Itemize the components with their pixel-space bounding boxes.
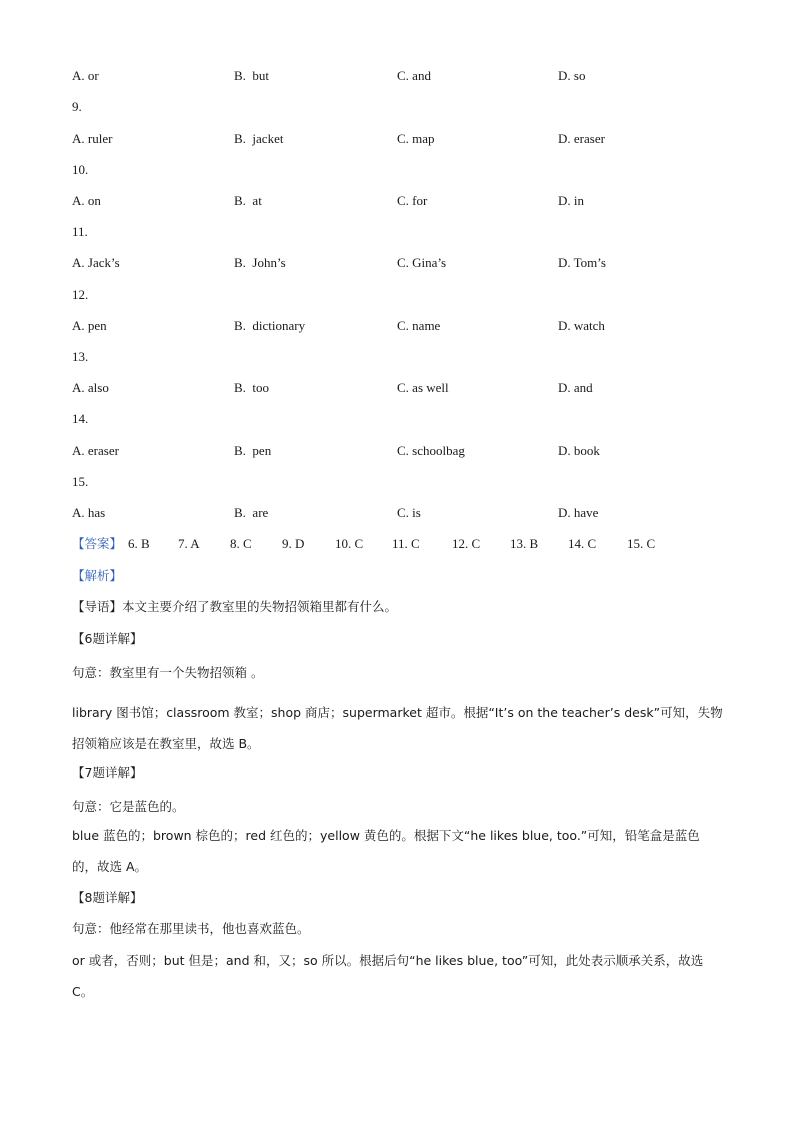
intro-label: 【导语】: [72, 599, 123, 614]
answer-item: 11. C: [392, 536, 420, 551]
q8-option-c: C. and: [397, 68, 431, 83]
q9-options: [0, 129, 794, 149]
q12-option-d: D. watch: [558, 318, 605, 333]
q14-options: [0, 441, 794, 461]
q9-number: 9.: [72, 99, 82, 114]
q13-option-a: A. also: [72, 380, 109, 395]
q12-options: [0, 316, 794, 336]
q8-explanation: or 或者，否则；but 但是；and 和，又；so 所以。根据后句“he likes blue, too”可知，此处表示顺承关系，故选 C。: [72, 953, 704, 999]
q7-meaning: 句意：它是蓝色的。: [72, 799, 185, 814]
q10-number: 10.: [72, 162, 89, 177]
answer-key: [72, 534, 656, 554]
q13-number: 13.: [72, 349, 89, 364]
q9-option-b: B. jacket: [234, 131, 284, 146]
intro-text: 本文主要介绍了教室里的失物招领箱里都有什么。: [122, 599, 398, 614]
answer-item: 7. A: [178, 536, 200, 551]
q14-option-c: C. schoolbag: [397, 443, 465, 458]
answer-item: 12. C: [452, 536, 481, 551]
q14-option-b: B. pen: [234, 443, 272, 458]
q7-explanation: blue 蓝色的；brown 棕色的；red 红色的；yellow 黄色的。根据下文“he likes blue, too.”可知，铅笔盒是蓝色的，故选 A。: [72, 828, 700, 874]
q12-option-b: B. dictionary: [234, 318, 306, 333]
q13-option-b: B. too: [234, 380, 270, 395]
q11-option-c: C. Gina’s: [397, 255, 447, 270]
answer-item: 15. C: [627, 536, 656, 551]
q14-option-a: A. eraser: [72, 443, 119, 458]
q15-option-d: D. have: [558, 505, 599, 520]
q10-option-a: A. on: [72, 193, 101, 208]
q10-option-c: C. for: [397, 193, 428, 208]
q8-option-a: A. or: [72, 68, 99, 83]
q6-explanation: library 图书馆；classroom 教室；shop 商店；supermarket 超市。根据“It’s on the teacher’s desk”可知，失物招领箱应该是在教室里，故选 B。: [72, 705, 723, 751]
answer-item: 13. B: [510, 536, 539, 551]
q11-option-a: A. Jack’s: [72, 255, 120, 270]
q13-options: [0, 378, 794, 398]
q11-option-d: D. Tom’s: [558, 255, 606, 270]
answer-item: 9. D: [282, 536, 305, 551]
analysis-label: 【解析】: [72, 568, 123, 583]
answer-item: 14. C: [568, 536, 597, 551]
q9-option-c: C. map: [397, 131, 435, 146]
q12-number: 12.: [72, 287, 89, 302]
q12-option-a: A. pen: [72, 318, 107, 333]
q11-number: 11.: [72, 224, 88, 239]
q9-option-d: D. eraser: [558, 131, 605, 146]
q7-detail-label: 【7题详解】: [72, 765, 143, 780]
q15-number: 15.: [72, 474, 89, 489]
q13-option-c: C. as well: [397, 380, 449, 395]
q6-detail-label: 【6题详解】: [72, 631, 143, 646]
q11-option-b: B. John’s: [234, 255, 286, 270]
q8-meaning: 句意：他经常在那里读书，他也喜欢蓝色。: [72, 921, 310, 936]
q15-options: [0, 503, 794, 523]
answer-item: 10. C: [335, 536, 364, 551]
q14-option-d: D. book: [558, 443, 600, 458]
q12-option-c: C. name: [397, 318, 441, 333]
q10-option-b: B. at: [234, 193, 262, 208]
q15-option-a: A. has: [72, 505, 106, 520]
q9-option-a: A. ruler: [72, 131, 113, 146]
answer-item: 6. B: [128, 536, 150, 551]
q10-options: [0, 191, 794, 211]
q15-option-b: B. are: [234, 505, 269, 520]
q8-option-d: D. so: [558, 68, 586, 83]
answer-item: 8. C: [230, 536, 252, 551]
answer-label: 【答案】: [72, 536, 123, 551]
intro-paragraph: [72, 591, 724, 622]
q11-options: [0, 253, 794, 273]
q14-number: 14.: [72, 411, 89, 426]
q15-option-c: C. is: [397, 505, 421, 520]
q8-options: [0, 66, 794, 86]
q10-option-d: D. in: [558, 193, 584, 208]
q8-detail-label: 【8题详解】: [72, 890, 143, 905]
q8-option-b: B. but: [234, 68, 270, 83]
q13-option-d: D. and: [558, 380, 593, 395]
q6-meaning: 句意：教室里有一个失物招领箱 。: [72, 665, 264, 680]
